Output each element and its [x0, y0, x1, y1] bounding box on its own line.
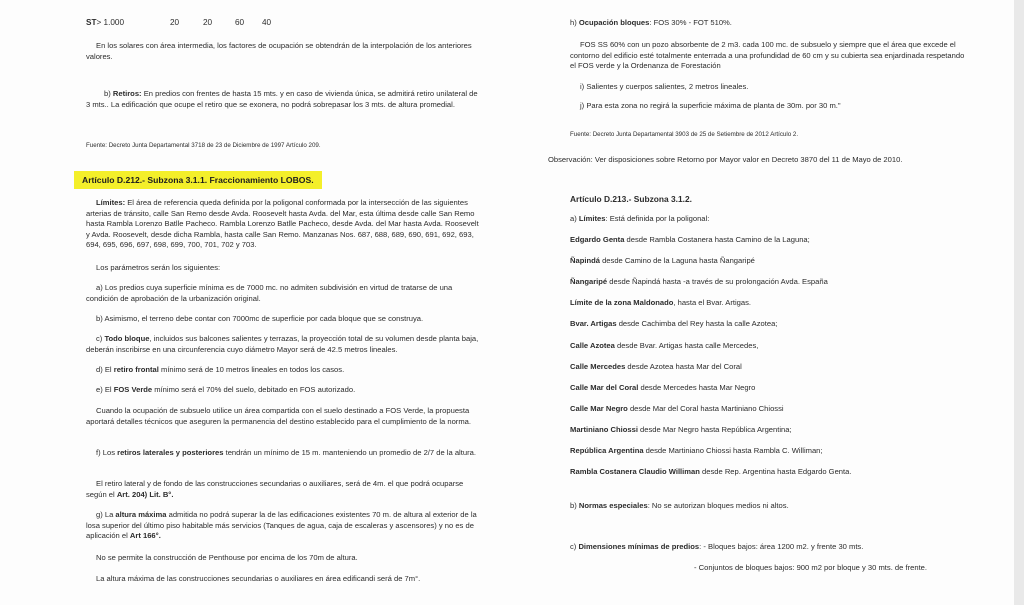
- limites-213-prefix: a): [570, 214, 579, 223]
- street-text: desde Bvar. Artigas hasta calle Mercedes,: [614, 340, 759, 350]
- h-label: Ocupación bloques: [578, 18, 650, 27]
- street-text: desde Mercedes hasta Mar Negro: [638, 382, 756, 392]
- normas-prefix: b): [570, 501, 579, 510]
- street-item: [570, 383, 990, 394]
- d-label: retiro frontal: [113, 365, 159, 374]
- paragraph-subsuelo: Cuando la ocupación de subsuelo utilice un área compartida con el suelo destinado a FOS Verde, la propuesta aportará detalles técnicos que aseguren la permanencia del destino establecido para el cumplimiento de la norma.: [86, 406, 471, 426]
- paragraph-retiro-lateral: [86, 479, 481, 500]
- d-prefix: d) El: [96, 365, 114, 374]
- paragraph-dimensiones: [570, 542, 990, 553]
- limites-text: El área de referencia queda definida por la poligonal conformada por la intersección de las siguientes arterias de tránsito, calle San Remo desde Avda. Roosevelt hasta Avda. del Mar, esta última desde calle San Remo hasta Rambla Lorenzo Batlle Pacheco. Rambla Lorenzo Batlle Pacheco, desde Avda. del Mar hasta Avda. Roosevelt y Avda. Roosevelt, desde dicha Rambla, hasta calle San Remo. Manzanas Nos. 687, 688, 689, 690, 691, 692, 693, 694, 695, 696, 697, 698, 699, 700, 701, 702 y 703.: [86, 198, 479, 250]
- street-name: Ñangaripé: [570, 277, 608, 287]
- paragraph-intermedia: En los solares con área intermedia, los factores de ocupación se obtendrán de la interpolación de los anteriores valores.: [86, 41, 472, 61]
- street-text: desde Mar Negro hasta República Argentina;: [637, 424, 792, 434]
- paragraph-normas: [570, 501, 990, 512]
- street-text: desde Ñapindá hasta -a través de su prolongación Avda. España: [607, 277, 828, 287]
- street-text: desde Camino de la Laguna hasta Ñangaripé: [599, 256, 755, 266]
- street-name: Martiniano Chiossi: [570, 424, 638, 434]
- paragraph-e: [86, 385, 481, 396]
- paragraph-i: i) Salientes y cuerpos salientes, 2 metros lineales.: [580, 82, 749, 91]
- street-item: [570, 467, 990, 478]
- street-item: [570, 404, 990, 415]
- article-212-title: Artículo D.212.- Subzona 3.1.1. Fraccionamiento LOBOS.: [74, 171, 322, 189]
- g-text: admitida no podrá superar la de las edificaciones existentes 70 m. de altura al exterior de la losa superior del último piso habitable más servicios (Tanques de agua, caja de escaleras y ascensores) y no es de aplicación el: [86, 510, 477, 541]
- street-item: [570, 277, 990, 288]
- street-name: Calle Mar Negro: [570, 403, 628, 413]
- f-text: tendrán un mínimo de 15 m. manteniendo un promedio de 2/7 de la altura.: [223, 448, 476, 457]
- paragraph-observacion: Observación: Ver disposiciones sobre Retorno por Mayor valor en Decreto 3870 del 11 de Mayo de 2010.: [548, 155, 903, 164]
- street-item: [570, 425, 990, 436]
- street-text: desde Cachimba del Rey hasta la calle Azotea;: [616, 319, 778, 329]
- c-text: , incluidos sus balcones salientes y terrazas, la proyección total de su volumen desde planta baja, deberán inscribirse en una circunferencia cuyo diámetro Mayor será de 42.5 metros lineales.: [86, 334, 479, 354]
- paragraph-conjuntos: - Conjuntos de bloques bajos: 900 m2 por bloque y 30 mts. de frente.: [694, 563, 928, 572]
- street-text: desde Rambla Costanera hasta Camino de la Laguna;: [624, 235, 810, 244]
- street-item: [570, 341, 990, 352]
- street-name: Bvar. Artigas: [570, 319, 617, 329]
- paragraph-altura-aux: La altura máxima de las construcciones secundarias o auxiliares en área edificandi será de 7m°.: [96, 574, 421, 583]
- street-name: República Argentina: [570, 446, 644, 455]
- street-item: [570, 235, 990, 246]
- street-text: desde Azotea hasta Mar del Coral: [625, 361, 742, 371]
- st-label: ST: [86, 18, 97, 27]
- article-213-title: Artículo D.213.- Subzona 3.1.2.: [570, 194, 692, 204]
- normas-label: Normas especiales: [578, 501, 648, 510]
- street-text: desde Mar del Coral hasta Martiniano Chiossi: [627, 403, 784, 413]
- fuente-1: Fuente: Decreto Junta Departamental 3718 de 23 de Diciembre de 1997 Artículo 209.: [86, 142, 321, 149]
- dim-prefix: c): [570, 542, 579, 551]
- street-name: Calle Mar del Coral: [570, 382, 639, 392]
- scrollbar-edge: [1014, 0, 1024, 605]
- limites-213-text: : Está definida por la poligonal:: [605, 214, 710, 223]
- f-prefix: f) Los: [96, 448, 118, 457]
- paragraph-parametros: Los parámetros serán los siguientes:: [96, 263, 221, 272]
- st-value-4: 40: [262, 18, 272, 27]
- street-item: [570, 298, 990, 309]
- dim-label: Dimensiones mínimas de predios: [578, 542, 700, 551]
- paragraph-g: [86, 510, 481, 542]
- st-rest: > 1.000: [96, 18, 125, 27]
- street-name: Calle Mercedes: [570, 361, 626, 371]
- st-value-1: 20: [170, 18, 180, 27]
- paragraph-penthouse: No se permite la construcción de Penthouse por encima de los 70m de altura.: [96, 553, 358, 562]
- street-item: [570, 446, 990, 457]
- paragraph-limites-213: [570, 214, 990, 225]
- f-label: retiros laterales y posteriores: [117, 448, 224, 457]
- h-text: : FOS 30% - FOT 510%.: [649, 18, 732, 27]
- dim-text: : - Bloques bajos: área 1200 m2. y frente 30 mts.: [699, 542, 864, 551]
- normas-text: : No se autorizan bloques medios ni altos.: [647, 501, 789, 510]
- g-label: altura máxima: [115, 510, 167, 519]
- paragraph-fos-ss: FOS SS 60% con un pozo absorbente de 2 m3. cada 100 mc. de subsuelo y siempre que el área que excede el contorno del edificio esté totalmente enterrada a una profundidad de 60 cm y su cubierta sea enjardinada respetando el FOS verde y la Ordenanza de Forestación: [570, 40, 965, 71]
- e-prefix: e) El: [96, 385, 114, 394]
- street-name: Límite de la zona Maldonado: [570, 298, 674, 308]
- retiro-lateral-ref: Art. 204) Lit. B°.: [116, 489, 174, 499]
- retiros-label: Retiros:: [112, 89, 142, 98]
- paragraph-retiros: [86, 89, 481, 110]
- paragraph-a: a) Los predios cuya superficie mínima es de 7000 mc. no admiten subdivisión en virtud de tratarse de una condición de aprobación de la urbanización original.: [86, 283, 453, 303]
- paragraph-b: b) Asimismo, el terreno debe contar con 7000mc de superficie por cada bloque que se construya.: [96, 314, 424, 323]
- paragraph-f: [86, 448, 481, 459]
- fuente-2: Fuente: Decreto Junta Departamental 3903 de 25 de Setiembre de 2012 Artículo 2.: [570, 131, 799, 138]
- g-prefix: g) La: [96, 510, 116, 519]
- st-row: [86, 18, 481, 29]
- article-212-heading: [74, 170, 322, 189]
- g-ref: Art 166°.: [129, 531, 161, 541]
- d-text: mínimo será de 10 metros lineales en todos los casos.: [158, 365, 345, 374]
- street-name: Rambla Costanera Claudio Williman: [570, 467, 700, 477]
- paragraph-h: [570, 18, 968, 29]
- paragraph-c: [86, 334, 481, 355]
- paragraph-d: [86, 365, 481, 376]
- limites-label: Límites:: [96, 198, 126, 207]
- st-value-3: 60: [235, 18, 245, 27]
- street-name: Calle Azotea: [570, 340, 615, 350]
- e-label: FOS Verde: [113, 385, 153, 394]
- street-item: [570, 256, 990, 267]
- street-name: Edgardo Genta: [570, 235, 625, 244]
- street-name: Ñapindá: [570, 256, 600, 266]
- street-text: , hasta el Bvar. Artigas.: [673, 298, 752, 308]
- limites-213-label: Límites: [578, 214, 606, 223]
- street-text: desde Martiniano Chiossi hasta Rambla C. Williman;: [643, 446, 823, 455]
- c-label: Todo bloque: [104, 334, 150, 343]
- h-prefix: h): [570, 18, 579, 27]
- street-item: [570, 362, 990, 373]
- c-prefix: c): [96, 334, 105, 343]
- street-text: desde Rep. Argentina hasta Edgardo Genta.: [699, 467, 852, 477]
- retiro-lateral-text: El retiro lateral y de fondo de las construcciones secundarias o auxiliares, será de 4m. el que podrá ocuparse según el: [86, 479, 464, 499]
- e-text: mínimo será el 70% del suelo, debitado en FOS autorizado.: [152, 385, 356, 394]
- paragraph-limites-212: [86, 198, 481, 251]
- street-item: [570, 319, 990, 330]
- st-value-2: 20: [203, 18, 213, 27]
- retiros-prefix: b): [104, 89, 113, 98]
- retiros-text: En predios con frentes de hasta 15 mts. y en caso de vivienda única, se admitirá retiro unilateral de 3 mts.. La edificación que ocupe el retiro que se exonera, no podrá sobrepasar los 3 mts. de altura promedial.: [86, 89, 478, 109]
- paragraph-j: j) Para esta zona no regirá la superficie máxima de planta de 30m. por 30 m.": [580, 101, 841, 110]
